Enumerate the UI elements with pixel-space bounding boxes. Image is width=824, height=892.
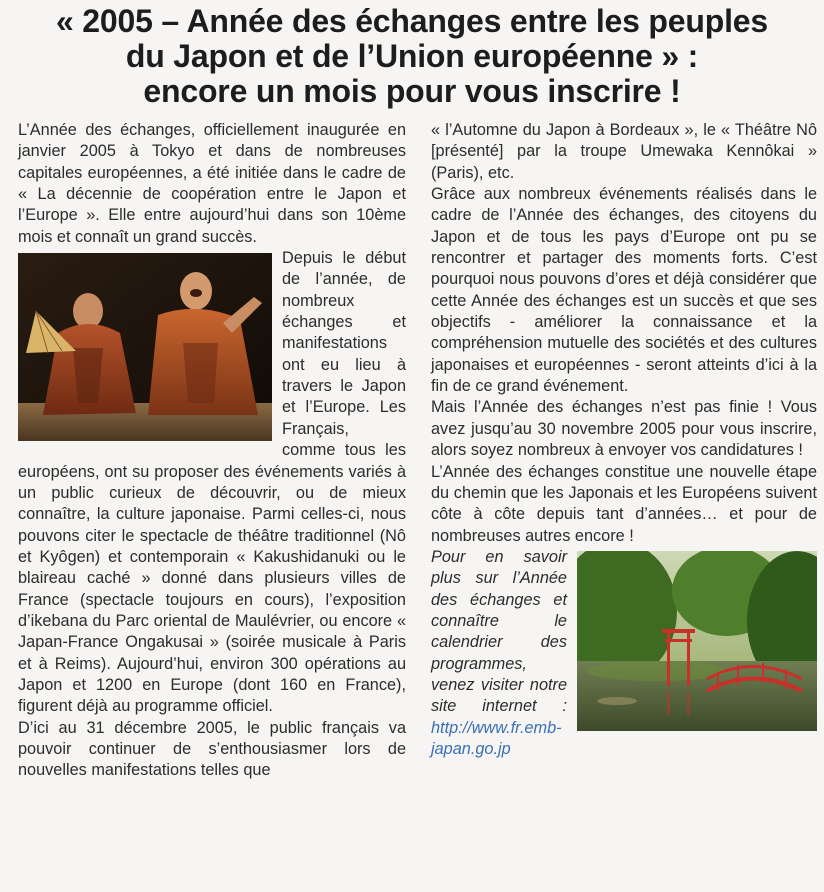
left-column [18, 120, 406, 782]
article-title [0, 4, 824, 109]
title-line-1: « 2005 – Année des échanges entre les peuples [56, 3, 768, 39]
right-paragraph-events-list: « l’Automne du Japon à Bordeaux », le « Théâtre Nô [présenté] par la troupe Umewaka Kennôkai » (Paris), etc. [431, 121, 817, 182]
title-line-3: encore un mois pour vous inscrire ! [143, 73, 681, 109]
title-line-2: du Japon et de l’Union européenne » : [125, 38, 699, 74]
right-paragraph-deadline: Mais l’Année des échanges n’est pas finie ! Vous avez jusqu’au 30 novembre 2005 pour vous inscrire, alors soyez nombreux à envoyer vos candidatures ! [431, 398, 817, 460]
garden-photo [577, 551, 817, 731]
right-paragraph-future: L’Année des échanges constitue une nouvelle étape du chemin que les Japonais et les Européens suivent côte à côte depuis tant d’années… et pour de nombreuses autres encore ! [431, 462, 817, 545]
website-link[interactable]: http://www.fr.emb-japan.go.jp [431, 718, 562, 758]
right-column [431, 120, 817, 760]
left-paragraph-upcoming: D’ici au 31 décembre 2005, le public français va pouvoir continuer de s’enthousiasmer lors de nouvelles manifestations telles que [18, 718, 406, 780]
theatre-photo [18, 253, 272, 441]
more-info-text: Pour en savoir plus sur l’Année des échanges et connaître le calendrier des programmes, venez visiter notre site internet : [431, 547, 567, 716]
right-paragraph-success: Grâce aux nombreux événements réalisés dans le cadre de l’Année des échanges, des citoyens du Japon et de tous les pays d’Europe ont pu se rencontrer et partager des moments forts. C’est pourquoi nous pouvons d’ores et déjà considérer que cette Année des échanges est un succès et que ses objectifs - améliorer la connaissance et la compréhension mutuelle des sociétés et des cultures japonaises et européennes - seront atteints d’ici à la fin de ce grand événement. [431, 185, 817, 396]
left-paragraph-intro: L’Année des échanges, officiellement inaugurée en janvier 2005 à Tokyo et dans de nombreuses capitales européennes, a été initiée dans le cadre de « La décennie de coopération entre le Japon et l’Europe ». Elle entre aujourd’hui dans son 10ème mois et connaît un grand succès. [18, 121, 406, 246]
left-paragraph-events: Depuis le début de l’année, de nombreux échanges et manifestations ont eu lieu à travers le Japon et l’Europe. Les Français, comme tous les européens, ont su proposer des événements variés à un public curieux de découvrir, ou de mieux connaître, la culture japonaise. Parmi celles-ci, nous pouvons citer le spectacle de théâtre traditionnel (Nô et Kyôgen) et contemporain « Kakushidanuki ou le blaireau caché » donné dans plusieurs villes de France (spectacle toujours en cours), l’exposition d’ikebana du Parc oriental de Maulévrier, ou encore « Japan-France Ongakusai » (soirée musicale à Paris et à Reims). Aujourd’hui, environ 300 opérations au Japon et 1200 en Europe (dont 160 en France), figurent déjà au programme officiel. [18, 249, 406, 716]
